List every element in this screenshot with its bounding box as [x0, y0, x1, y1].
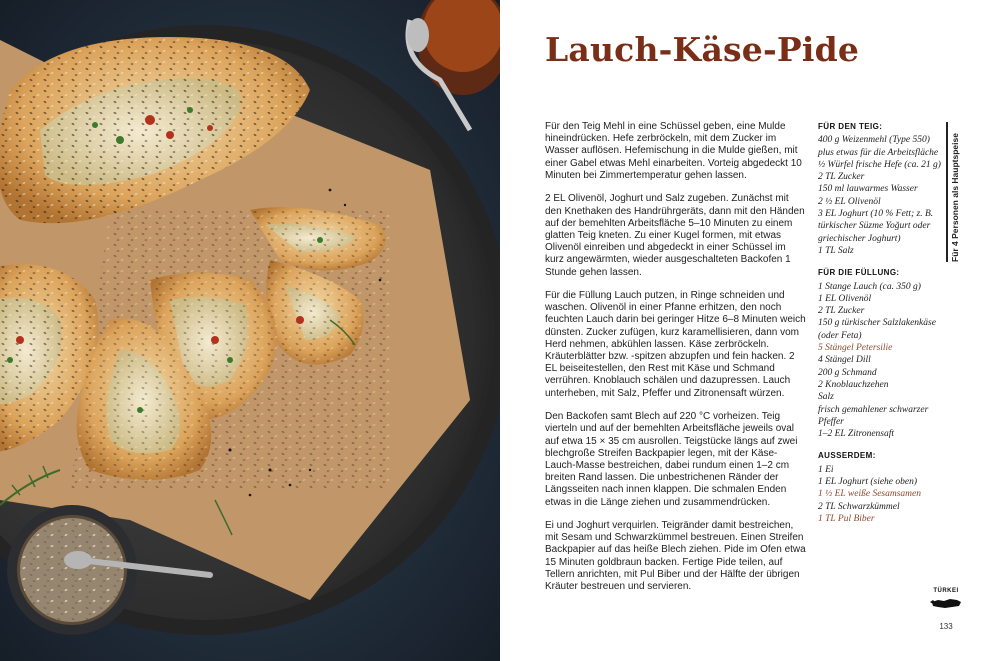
ingredient-item: Salz: [818, 392, 834, 403]
ingredient-item: 1 Ei: [818, 464, 834, 475]
ingredient-item: 200 g Schmand: [818, 367, 877, 378]
ingredient-item: 1 EL Olivenöl: [818, 293, 872, 304]
recipe-title: Lauch-Käse-Pide: [545, 30, 860, 69]
ingredient-heading: FÜR DEN TEIG:: [818, 122, 883, 131]
ingredient-group-dough: [818, 121, 948, 257]
ingredient-item: 1–2 EL Zitronensaft: [818, 429, 895, 440]
ingredient-heading: FÜR DIE FÜLLUNG:: [818, 268, 900, 278]
ingredient-item: 1 EL Joghurt (siehe oben): [818, 477, 918, 488]
ingredient-heading: AUSSERDEM:: [818, 451, 876, 461]
instruction-paragraph: 2 EL Olivenöl, Joghurt und Salz zugeben. Zunächst mit den Knethaken des Handrührgeräts, dann mit den Händen auf der bemehlten Arbeitsfläche 5–10 Minuten zu einem glatten Teig kneten. Zu einer Kugel formen, mit etwas Olivenöl einreiben und abgedeckt in einer Schüssel im kurz angewärmten, wieder ausgeschalteten Backofen 1 Stunde gehen lassen.: [545, 193, 805, 278]
instructions: [545, 121, 807, 605]
ingredient-item: 2 TL Schwarzkümmel: [818, 501, 900, 512]
instruction-paragraph: Für die Füllung Lauch putzen, in Ringe schneiden und waschen. Olivenöl in einer Pfanne erhitzen, den noch feuchten Lauch darin bei geringer Hitze 6–8 Minuten weich dünsten. Zucker zufügen, kurz karamellisieren, dann vom Herd nehmen, abkühlen lassen. Käse zerbröckeln. Kräuterblätter bzw. -spitzen abzupfen und fein hacken. 2 EL beiseitestellen, den Rest mit Käse und Schmand verrühren. Knoblauch schälen und dazupressen. Lauch unterheben, mit Salz, Pfeffer und Zitronensaft würzen.: [545, 290, 806, 399]
recipe-page: [500, 0, 1000, 661]
ingredient-item: 2 ½ EL Olivenöl: [818, 196, 881, 207]
ingredient-list: [818, 121, 948, 535]
ingredient-item: 4 Stängel Dill: [818, 355, 871, 366]
ingredient-item: 150 g türkischer Salzlakenkäse (oder Feta): [818, 318, 936, 341]
ingredient-item: 1 Stange Lauch (ca. 350 g): [818, 281, 921, 292]
ingredient-item: 400 g Weizenmehl (Type 550) plus etwas für die Arbeitsfläche: [818, 135, 939, 158]
ingredient-group-filling: [818, 267, 948, 440]
ingredient-item: ½ Würfel frische Hefe (ca. 21 g): [818, 159, 941, 170]
ingredient-item: 3 EL Joghurt (10 % Fett; z. B. türkischer Süzme Yoğurt oder griechischer Joghurt): [818, 209, 934, 244]
instruction-paragraph: Den Backofen samt Blech auf 220 °C vorheizen. Teig vierteln und auf der bemehlten Arbeitsfläche jeweils oval auf etwa 15 × 35 cm ausrollen. Teigstücke längs auf zwei blechgroße Streifen Backpapier legen, mit der Käse-Lauch-Masse bestreichen, dabei rundum einen 1–2 cm breiten Rand lassen. Die unbestrichenen Ränder der Längsseiten nach innen klappen. Die schmalen Enden etwas in die Länge ziehen und zusammendrücken.: [545, 411, 798, 508]
servings-text: Für 4 Personen als Hauptspeise: [950, 133, 960, 262]
ingredient-item: 1 ½ EL weiße Sesamsamen: [818, 489, 921, 500]
page-number: 133: [939, 622, 953, 631]
country-badge: [926, 588, 966, 614]
country-map-icon: [926, 588, 966, 614]
ingredient-item: 1 TL Salz: [818, 245, 854, 256]
ingredient-item: 2 TL Zucker: [818, 306, 865, 317]
ingredient-item: 150 ml lauwarmes Wasser: [818, 184, 918, 195]
ingredient-item: frisch gemahlener schwarzer Pfeffer: [818, 404, 929, 427]
instruction-paragraph: Ei und Joghurt verquirlen. Teigränder damit bestreichen, mit Sesam und Schwarzkümmel bestreuen. Einen Streifen Backpapier auf das heiße Blech ziehen. Pide im Ofen etwa 15 Minuten goldbraun backen. Fertige Pide teilen, auf Tellern anrichten, mit Pul Biber und der Hälfte der übrigen Kräuter bestreuen und servieren.: [545, 520, 806, 593]
ingredient-item: 5 Stängel Petersilie: [818, 343, 893, 354]
ingredient-item: 2 Knoblauchzehen: [818, 379, 889, 390]
ingredient-group-extras: [818, 450, 948, 525]
servings-label: [946, 122, 960, 262]
ingredient-item: 1 TL Pul Biber: [818, 513, 875, 524]
instruction-paragraph: Für den Teig Mehl in eine Schüssel geben, eine Mulde hineindrücken. Hefe zerbröckeln, mit dem Zucker im Wasser auflösen. Hefemischung in die Mulde gießen, mit einer Gabel etwas Mehl einarbeiten. Vorteig abgedeckt 10 Minuten bei Zimmertemperatur gehen lassen.: [545, 121, 802, 181]
country-label: TÜRKEI: [933, 588, 959, 594]
ingredient-item: 2 TL Zucker: [818, 172, 865, 183]
